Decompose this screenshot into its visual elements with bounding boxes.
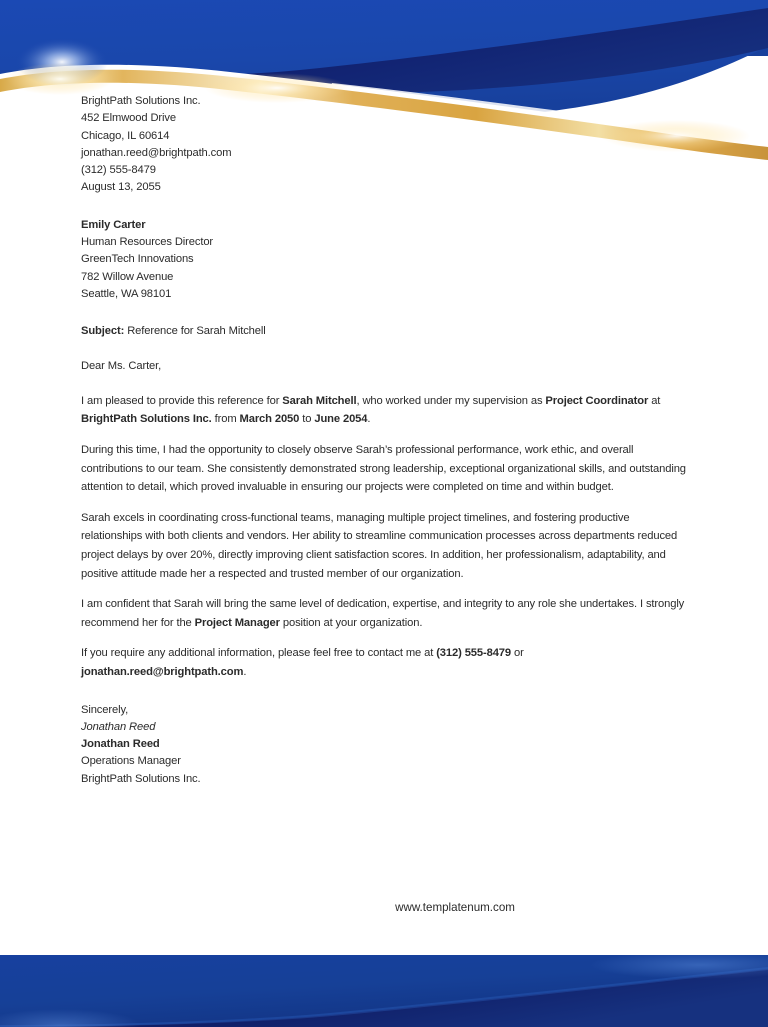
body-paragraph-1 xyxy=(81,392,687,429)
signer-name: Jonathan Reed xyxy=(81,738,160,751)
p1-text-4: from xyxy=(211,413,240,426)
salutation: Dear Ms. Carter, xyxy=(81,359,162,372)
spacer xyxy=(81,682,687,702)
p1-text-5: to xyxy=(299,413,315,426)
handwritten-signature: Jonathan Reed xyxy=(81,720,156,733)
p1-text-3: at xyxy=(648,394,661,407)
p4-text-2: position at your organization. xyxy=(279,616,423,629)
p1-text-2: , who worked under my supervision as xyxy=(356,394,546,407)
footer-decoration xyxy=(0,955,768,1027)
p5-email: jonathan.reed@brightpath.com xyxy=(81,665,244,678)
spacer xyxy=(81,429,687,441)
signer-title: Operations Manager xyxy=(81,755,181,768)
p5-phone: (312) 555-8479 xyxy=(436,647,512,660)
recipient-city-state-zip: Seattle, WA 98101 xyxy=(81,287,172,300)
recipient-name: Emily Carter xyxy=(81,218,146,231)
spacer xyxy=(81,341,687,358)
sender-email: jonathan.reed@brightpath.com xyxy=(81,146,232,159)
closing: Sincerely, xyxy=(81,703,129,716)
sender-city-state-zip: Chicago, IL 60614 xyxy=(81,129,170,142)
body-paragraph-4 xyxy=(81,595,687,632)
p5-text-3: . xyxy=(243,665,247,678)
sender-phone: (312) 555-8479 xyxy=(81,164,156,177)
spacer xyxy=(81,497,687,509)
subject-line xyxy=(81,323,687,340)
p1-start-date: March 2050 xyxy=(239,413,300,426)
signer-company: BrightPath Solutions Inc. xyxy=(81,772,201,785)
spacer xyxy=(81,632,687,644)
website-url: www.templatenum.com xyxy=(395,901,515,914)
spacer xyxy=(81,303,687,323)
sender-street: 452 Elmwood Drive xyxy=(81,112,176,125)
sender-address-block xyxy=(81,93,687,197)
body-paragraph-5 xyxy=(81,644,687,681)
recipient-title: Human Resources Director xyxy=(81,236,214,249)
p4-position: Project Manager xyxy=(194,616,280,629)
body-paragraph-3: Sarah excels in coordinating cross-functional teams, managing multiple project timelines, and fostering productive relationships with both clients and vendors. Her ability to streamline communication processes across departments reduced project delays by over 20%, directly improving client satisfaction scores. In addition, her professionalism, adaptability, and positive attitude made her a respected and trusted member of our organization. xyxy=(81,511,678,580)
p1-text-6: . xyxy=(367,413,371,426)
spacer xyxy=(81,375,687,392)
signature-block xyxy=(81,702,687,788)
p5-text-1: If you require any additional information, please feel free to contact me at xyxy=(81,647,437,660)
p1-candidate-name: Sarah Mitchell xyxy=(282,394,357,407)
letter-date: August 13, 2055 xyxy=(81,181,161,194)
recipient-address-block xyxy=(81,217,687,303)
sender-company: BrightPath Solutions Inc. xyxy=(81,95,201,107)
subject-label: Subject: xyxy=(81,325,125,338)
p5-text-2: or xyxy=(511,647,524,660)
p1-text-1: I am pleased to provide this reference for xyxy=(81,394,283,407)
body-paragraph-2: During this time, I had the opportunity to closely observe Sarah’s professional performance, work ethic, and overall contributions to our team. She consistently demonstrated strong leadership, exceptional organizational skills, and outstanding attention to detail, which proved invaluable in ensuring our projects were completed on time and within budget. xyxy=(81,444,686,494)
recipient-street: 782 Willow Avenue xyxy=(81,270,174,283)
subject-value: Reference for Sarah Mitchell xyxy=(127,325,266,338)
p4-text-1: I am confident that Sarah will bring the same level of dedication, expertise, and integrity to any role she undertakes. I strongly recommend her for the xyxy=(81,598,685,629)
letter-content xyxy=(81,93,687,788)
spacer xyxy=(81,197,687,217)
p1-company: BrightPath Solutions Inc. xyxy=(81,413,212,426)
p1-role: Project Coordinator xyxy=(545,394,649,407)
p1-end-date: June 2054 xyxy=(314,413,368,426)
footer-website xyxy=(0,901,768,914)
recipient-company: GreenTech Innovations xyxy=(81,253,194,266)
spacer xyxy=(81,583,687,595)
